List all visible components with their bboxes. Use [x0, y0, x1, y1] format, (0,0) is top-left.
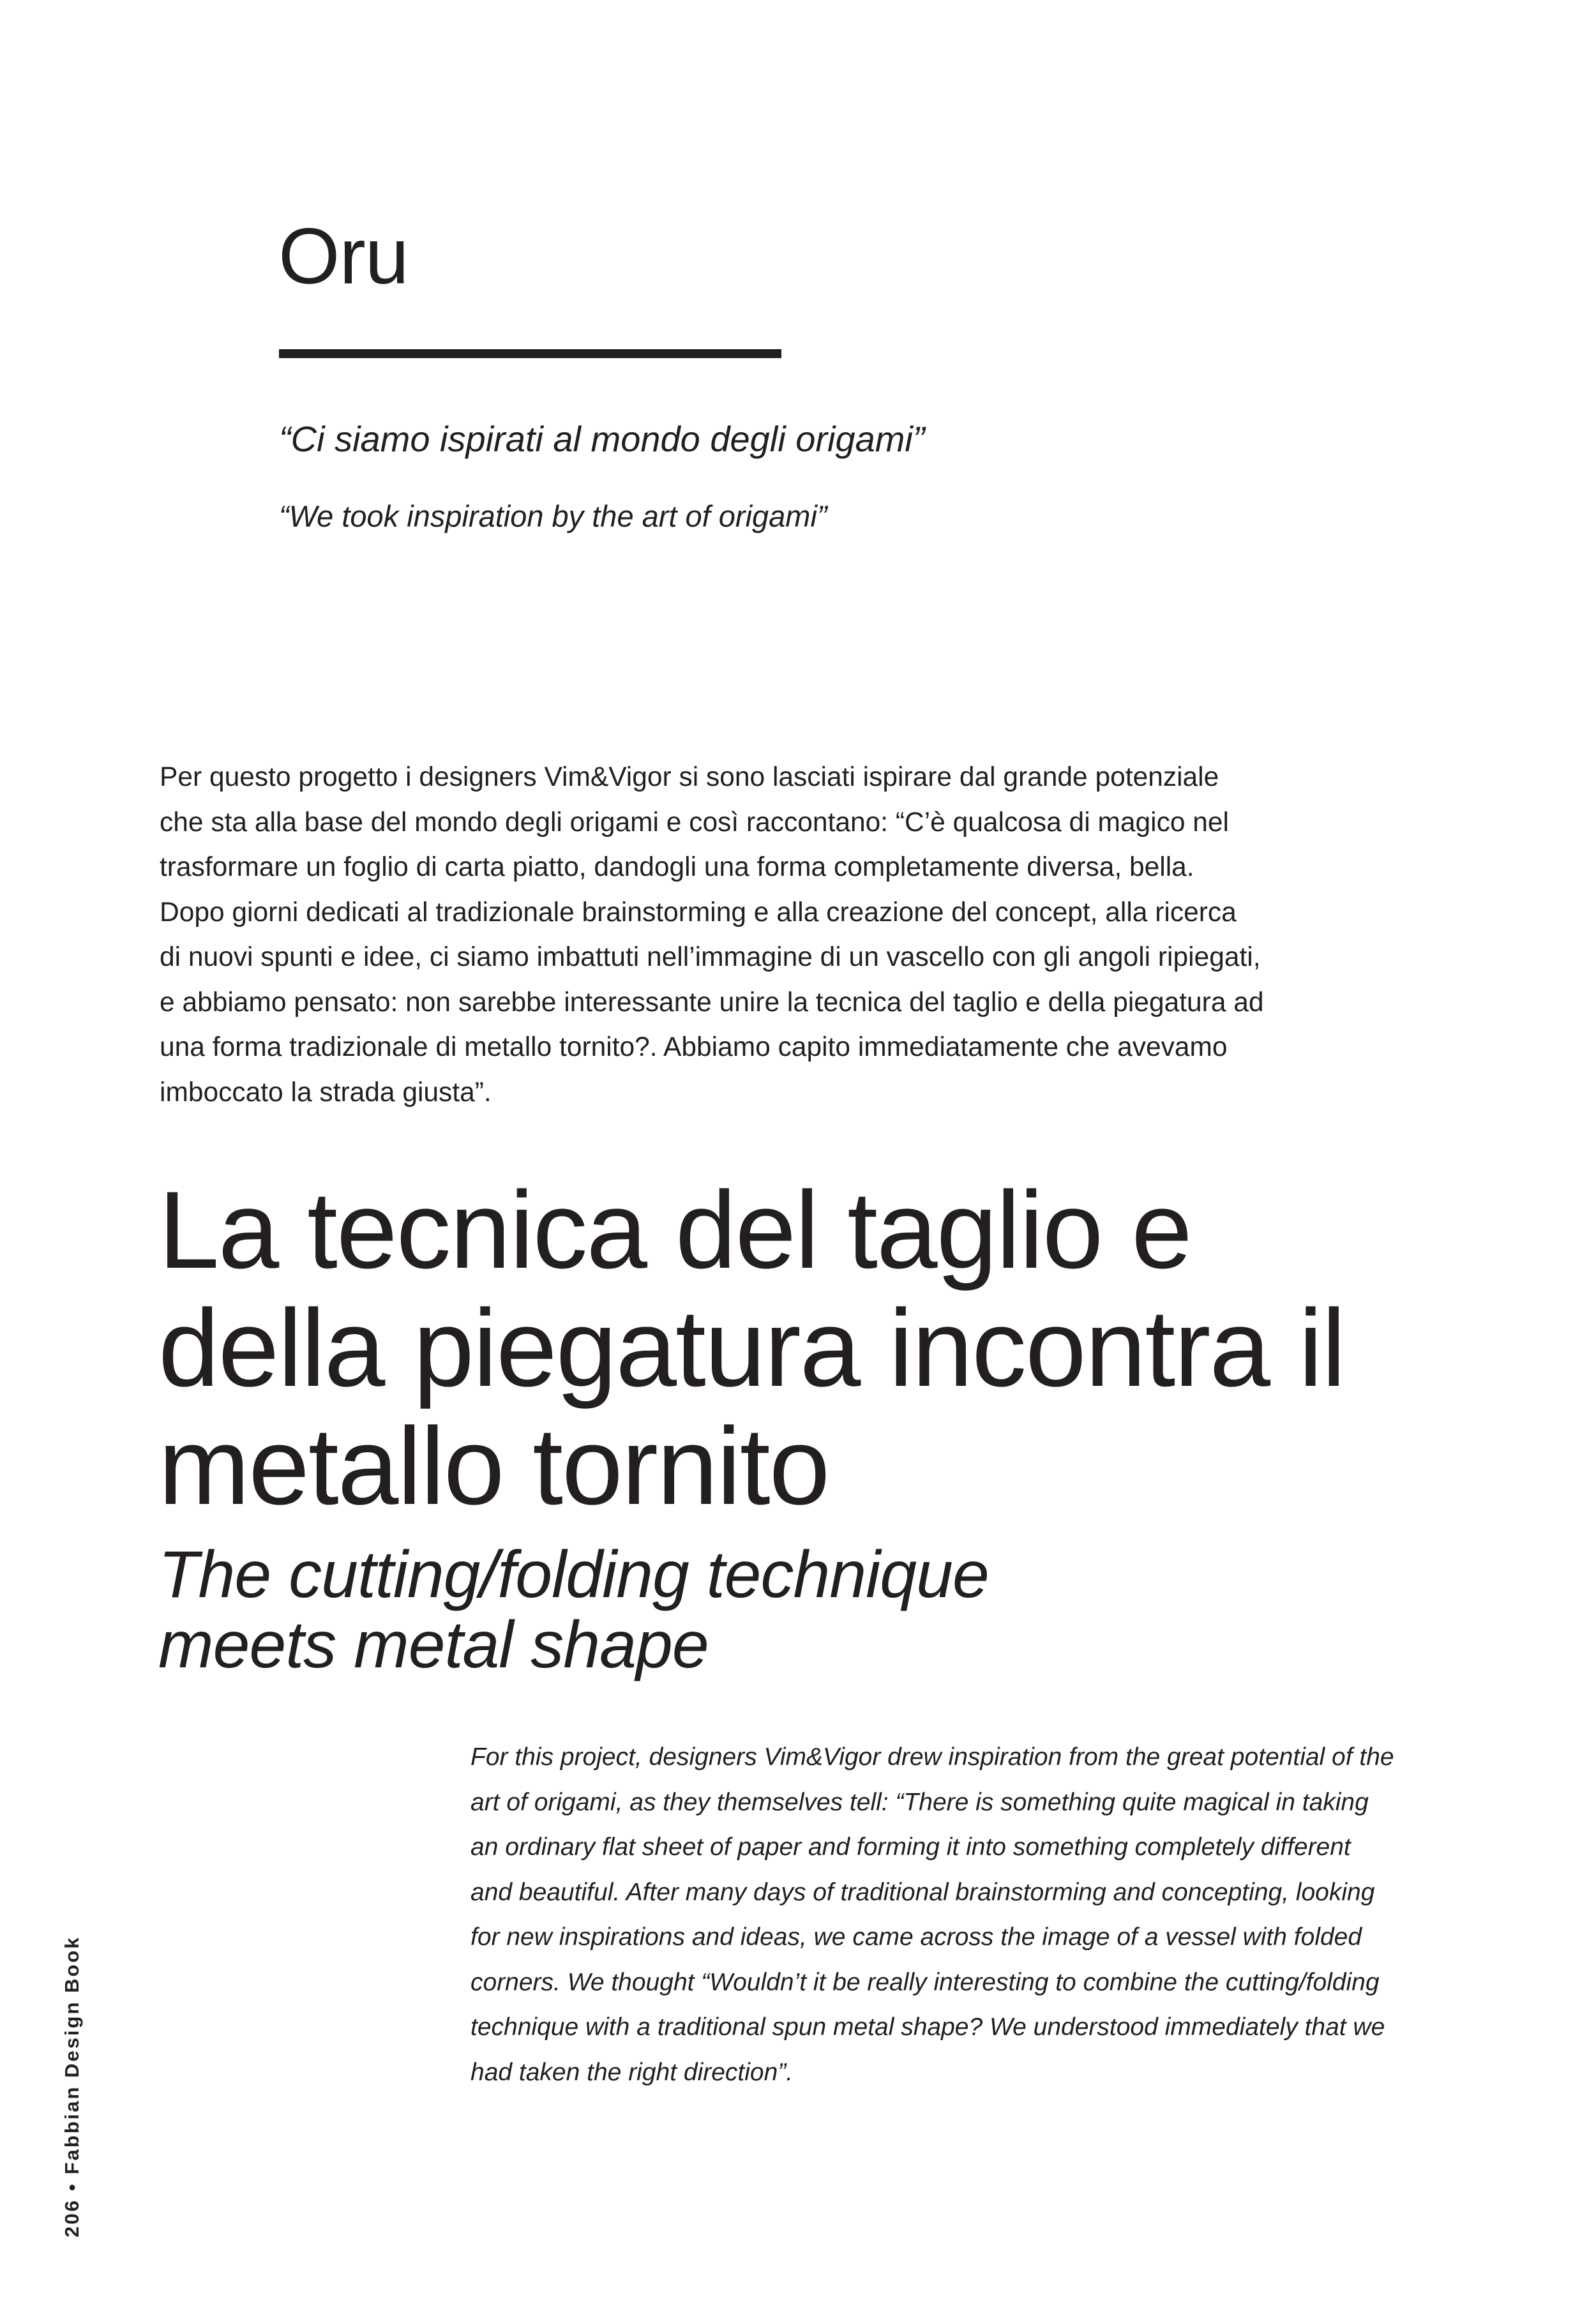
body-line: imboccato la strada giusta”. [160, 1077, 492, 1108]
headline-italian [158, 1171, 1344, 1526]
page-number: 206 [61, 2198, 83, 2237]
body-text-italian [160, 755, 1373, 1115]
body-line: e abbiamo pensato: non sarebbe interessante unire la tecnica del taglio e della piegatura ad [160, 987, 1264, 1018]
folio-separator: • [61, 2182, 83, 2191]
body-line: art of origami, as they themselves tell: “There is something quite magical in taking [471, 1788, 1369, 1816]
subheadline-line: The cutting/folding technique [158, 1538, 989, 1612]
book-title: Fabbian Design Book [61, 1935, 83, 2175]
title-underline-rule [279, 349, 781, 358]
body-text-english [471, 1735, 1441, 2095]
body-line: Per questo progetto i designers Vim&Vigor si sono lasciati ispirare dal grande potenziale [160, 762, 1219, 792]
body-line: di nuovi spunti e idee, ci siamo imbattuti nell’immagine di un vascello con gli angoli ripiegati, [160, 942, 1261, 972]
page-folio [62, 1935, 82, 2237]
headline-line: metallo tornito [158, 1405, 829, 1528]
quote-italian: “Ci siamo ispirati al mondo degli origami” [279, 419, 925, 459]
page-title: Oru [278, 213, 409, 301]
headline-line: della piegatura incontra il [158, 1287, 1345, 1409]
subheadline-english [158, 1540, 989, 1680]
body-line: trasformare un foglio di carta piatto, dandogli una forma completamente diversa, bella. [160, 852, 1194, 882]
body-line: an ordinary flat sheet of paper and forming it into something completely different [471, 1833, 1351, 1861]
body-line: una forma tradizionale di metallo tornito?. Abbiamo capito immediatamente che avevamo [160, 1032, 1228, 1062]
body-line: For this project, designers Vim&Vigor drew inspiration from the great potential of the [471, 1743, 1394, 1771]
quote-english: “We took inspiration by the art of origami” [279, 499, 827, 533]
headline-line: La tecnica del taglio e [158, 1169, 1191, 1291]
body-line: and beautiful. After many days of traditional brainstorming and concepting, looking [471, 1878, 1375, 1906]
body-line: corners. We thought “Wouldn’t it be really interesting to combine the cutting/folding [471, 1968, 1380, 1996]
body-line: had taken the right direction”. [471, 2058, 794, 2086]
body-line: technique with a traditional spun metal shape? We understood immediately that we [471, 2013, 1385, 2041]
body-line: che sta alla base del mondo degli origami e così raccontano: “C’è qualcosa di magico nel [160, 807, 1229, 838]
body-line: Dopo giorni dedicati al tradizionale brainstorming e alla creazione del concept, alla ricerca [160, 897, 1237, 928]
subheadline-line: meets metal shape [158, 1608, 709, 1682]
body-line: for new inspirations and ideas, we came across the image of a vessel with folded [471, 1923, 1362, 1951]
